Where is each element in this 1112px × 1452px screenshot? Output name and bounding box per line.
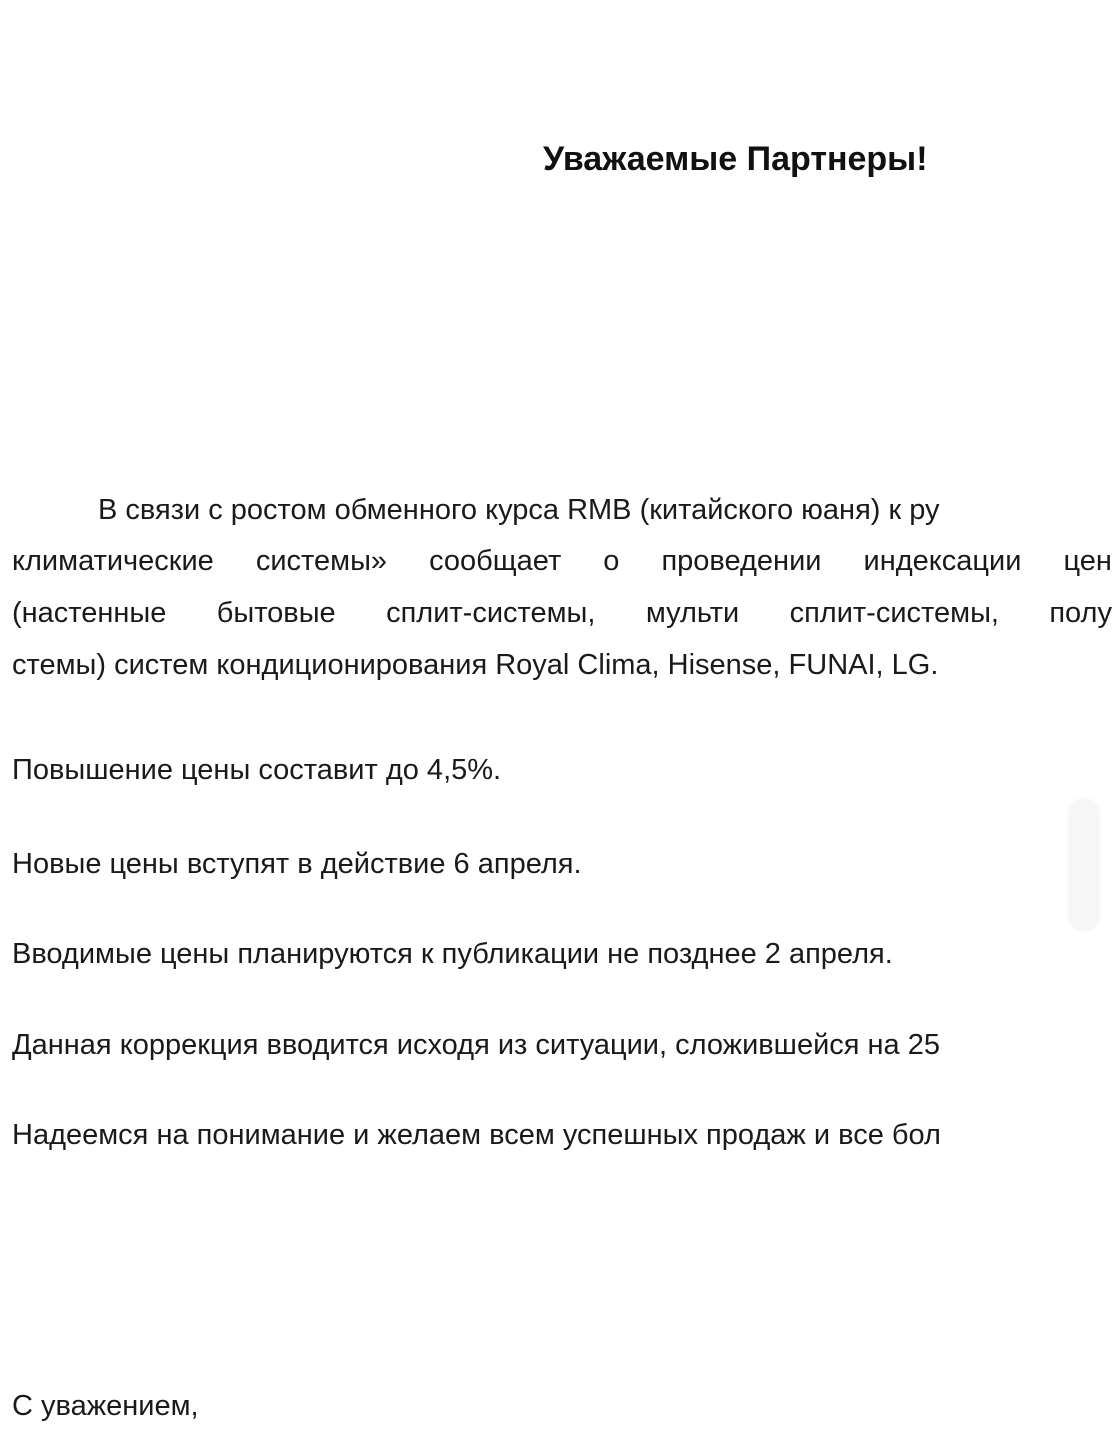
paragraph-6: Надеемся на понимание и желаем всем успешных продаж и все бол	[12, 1119, 941, 1151]
word: сообщает	[429, 545, 562, 577]
word: о	[603, 545, 620, 577]
side-handle[interactable]	[1070, 800, 1098, 930]
paragraph-3: Новые цены вступят в действие 6 апреля.	[12, 848, 582, 880]
paragraph-1-line-4: стемы) систем кондиционирования Royal Clima, Hisense, FUNAI, LG.	[12, 649, 939, 681]
word: бытовые	[216, 597, 336, 629]
word: цен	[1063, 545, 1112, 577]
word: мульти	[645, 597, 740, 629]
word: индексации	[863, 545, 1022, 577]
word: полу	[1049, 597, 1112, 629]
paragraph-5: Данная коррекция вводится исходя из ситуации, сложившейся на 25	[12, 1029, 940, 1061]
word: (настенные	[12, 597, 167, 629]
paragraph-1-line-1: В связи с ростом обменного курса RMB (китайского юаня) к ру	[98, 494, 940, 526]
word: сплит-системы,	[386, 597, 596, 629]
closing-line: С уважением,	[12, 1390, 199, 1422]
document-title: Уважаемые Партнеры!	[543, 140, 928, 178]
word: проведении	[661, 545, 822, 577]
word: системы»	[255, 545, 388, 577]
paragraph-2: Повышение цены составит до 4,5%.	[12, 754, 502, 786]
paragraph-1-line-3	[12, 597, 1112, 630]
paragraph-1-line-2	[12, 545, 1112, 578]
word: климатические	[12, 545, 214, 577]
word: сплит-системы,	[789, 597, 999, 629]
paragraph-4: Вводимые цены планируются к публикации не позднее 2 апреля.	[12, 938, 893, 970]
